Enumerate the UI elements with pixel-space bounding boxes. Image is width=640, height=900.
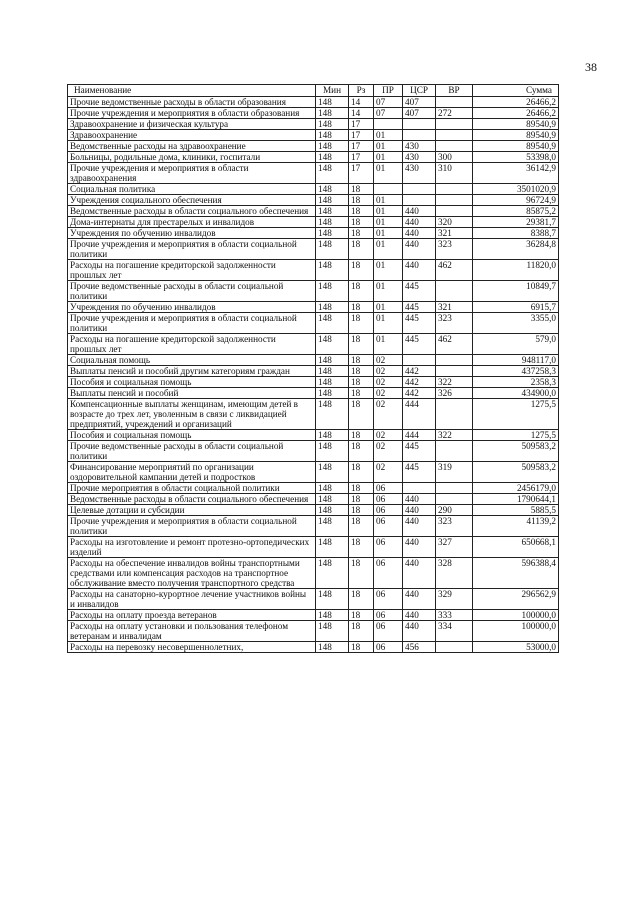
cell-rz: 18 [349,281,374,302]
cell-name: Прочие ведомственные расходы в области социальной политики [68,281,316,302]
cell-min: 148 [316,130,349,141]
cell-sum: 2358,3 [473,377,559,388]
table-row [68,589,559,610]
table-row [68,355,559,366]
cell-sum: 100000,0 [473,610,559,621]
table-row [68,388,559,399]
cell-min: 148 [316,163,349,184]
cell-vr [436,97,473,108]
cell-pr: 01 [374,152,403,163]
cell-min: 148 [316,141,349,152]
cell-pr: 02 [374,462,403,483]
cell-sum: 1275,5 [473,399,559,430]
cell-rz: 18 [349,441,374,462]
cell-name: Расходы на перевозку несовершеннолетних, [68,642,316,653]
cell-vr [436,184,473,195]
cell-pr: 01 [374,163,403,184]
cell-vr [436,399,473,430]
cell-min: 148 [316,377,349,388]
cell-csr [403,119,436,130]
cell-sum: 509583,2 [473,462,559,483]
cell-sum: 11820,0 [473,260,559,281]
cell-sum: 89540,9 [473,141,559,152]
cell-rz: 18 [349,377,374,388]
cell-vr: 462 [436,334,473,355]
table-row [68,163,559,184]
cell-csr: 440 [403,206,436,217]
cell-sum: 26466,2 [473,108,559,119]
cell-rz: 14 [349,108,374,119]
cell-name: Расходы на изготовление и ремонт протезно-ортопедических изделий [68,537,316,558]
cell-rz: 18 [349,184,374,195]
cell-csr: 440 [403,217,436,228]
cell-vr: 319 [436,462,473,483]
cell-rz: 18 [349,228,374,239]
cell-rz: 17 [349,130,374,141]
cell-min: 148 [316,97,349,108]
table-row [68,97,559,108]
cell-min: 148 [316,152,349,163]
cell-name: Расходы на оплату установки и пользования телефоном ветеранам и инвалидам [68,621,316,642]
cell-min: 148 [316,302,349,313]
cell-min: 148 [316,388,349,399]
cell-csr [403,130,436,141]
cell-rz: 18 [349,483,374,494]
cell-name: Здравоохранение и физическая культура [68,119,316,130]
cell-vr [436,483,473,494]
cell-vr [436,206,473,217]
table-row [68,505,559,516]
cell-min: 148 [316,260,349,281]
cell-rz: 18 [349,366,374,377]
cell-csr [403,195,436,206]
cell-csr: 440 [403,228,436,239]
cell-sum: 296562,9 [473,589,559,610]
cell-sum: 437258,3 [473,366,559,377]
cell-name: Учреждения по обучению инвалидов [68,302,316,313]
table-row [68,206,559,217]
cell-vr [436,281,473,302]
cell-rz: 18 [349,610,374,621]
cell-csr: 440 [403,505,436,516]
cell-pr: 01 [374,228,403,239]
cell-name: Целевые дотации и субсидии [68,505,316,516]
cell-pr: 06 [374,589,403,610]
cell-pr [374,184,403,195]
cell-pr: 01 [374,195,403,206]
cell-csr: 440 [403,260,436,281]
cell-csr: 440 [403,494,436,505]
budget-table [67,84,559,653]
cell-vr: 327 [436,537,473,558]
cell-csr: 407 [403,97,436,108]
cell-sum: 8388,7 [473,228,559,239]
cell-pr [374,119,403,130]
table-row [68,516,559,537]
table-row [68,119,559,130]
table-row [68,399,559,430]
cell-vr [436,141,473,152]
cell-sum: 89540,9 [473,119,559,130]
cell-sum: 948117,0 [473,355,559,366]
cell-name: Пособия и социальная помощь [68,430,316,441]
cell-csr: 445 [403,302,436,313]
cell-min: 148 [316,184,349,195]
cell-sum: 26466,2 [473,97,559,108]
cell-rz: 18 [349,334,374,355]
cell-name: Прочие ведомственные расходы в области социальной политики [68,441,316,462]
cell-min: 148 [316,195,349,206]
cell-name: Больницы, родильные дома, клиники, госпитали [68,152,316,163]
cell-min: 148 [316,430,349,441]
cell-vr: 334 [436,621,473,642]
cell-csr: 445 [403,334,436,355]
cell-pr: 06 [374,494,403,505]
cell-pr: 01 [374,302,403,313]
cell-vr: 323 [436,516,473,537]
cell-name: Учреждения по обучению инвалидов [68,228,316,239]
cell-rz: 18 [349,399,374,430]
cell-sum: 53000,0 [473,642,559,653]
cell-pr: 01 [374,206,403,217]
cell-pr: 02 [374,377,403,388]
cell-rz: 18 [349,621,374,642]
cell-rz: 18 [349,516,374,537]
cell-name: Прочие учреждения и мероприятия в области социальной политики [68,313,316,334]
header-pr: ПР [374,85,403,97]
cell-name: Учреждения социального обеспечения [68,195,316,206]
table-row [68,141,559,152]
cell-csr: 444 [403,399,436,430]
cell-vr [436,355,473,366]
cell-vr: 328 [436,558,473,589]
cell-vr: 322 [436,377,473,388]
header-csr: ЦСР [403,85,436,97]
cell-name: Прочие учреждения и мероприятия в области образования [68,108,316,119]
cell-csr: 440 [403,537,436,558]
cell-vr: 272 [436,108,473,119]
cell-name: Прочие ведомственные расходы в области образования [68,97,316,108]
table-row [68,152,559,163]
cell-name: Расходы на обеспечение инвалидов войны транспортными средствами или компенсация расходов на транспортное обслуживание вместо получения транспортного средства [68,558,316,589]
cell-min: 148 [316,217,349,228]
cell-vr [436,130,473,141]
cell-min: 148 [316,537,349,558]
cell-pr: 06 [374,537,403,558]
cell-csr: 445 [403,462,436,483]
cell-rz: 18 [349,217,374,228]
cell-sum: 1790644,1 [473,494,559,505]
cell-rz: 18 [349,260,374,281]
table-row [68,441,559,462]
cell-sum: 5885,5 [473,505,559,516]
cell-name: Социальная помощь [68,355,316,366]
cell-vr: 310 [436,163,473,184]
cell-pr: 01 [374,313,403,334]
cell-rz: 18 [349,494,374,505]
cell-rz: 18 [349,462,374,483]
cell-csr: 444 [403,430,436,441]
cell-pr: 01 [374,260,403,281]
cell-name: Прочие учреждения и мероприятия в области здравоохранения [68,163,316,184]
cell-rz: 18 [349,388,374,399]
cell-sum: 596388,4 [473,558,559,589]
cell-rz: 18 [349,206,374,217]
cell-csr: 440 [403,558,436,589]
cell-pr: 01 [374,334,403,355]
cell-sum: 36142,9 [473,163,559,184]
cell-min: 148 [316,483,349,494]
cell-rz: 18 [349,302,374,313]
cell-vr: 321 [436,228,473,239]
cell-name: Ведомственные расходы в области социального обеспечения [68,206,316,217]
cell-min: 148 [316,462,349,483]
cell-vr: 320 [436,217,473,228]
cell-min: 148 [316,239,349,260]
header-min: Мин [316,85,349,97]
cell-csr: 445 [403,313,436,334]
cell-vr: 329 [436,589,473,610]
cell-rz: 18 [349,195,374,206]
cell-csr: 430 [403,141,436,152]
cell-vr [436,366,473,377]
cell-csr [403,355,436,366]
table-row [68,494,559,505]
cell-name: Пособия и социальная помощь [68,377,316,388]
cell-vr [436,195,473,206]
cell-vr [436,494,473,505]
cell-min: 148 [316,119,349,130]
header-name: Наименование [68,85,316,97]
cell-rz: 18 [349,589,374,610]
cell-name: Расходы на погашение кредиторской задолженности прошлых лет [68,334,316,355]
cell-csr: 445 [403,281,436,302]
cell-pr: 01 [374,217,403,228]
cell-min: 148 [316,621,349,642]
cell-min: 148 [316,441,349,462]
cell-min: 148 [316,642,349,653]
cell-name: Ведомственные расходы в области социального обеспечения [68,494,316,505]
cell-rz: 18 [349,505,374,516]
cell-pr: 01 [374,141,403,152]
page-number: 38 [585,60,597,74]
cell-csr [403,184,436,195]
cell-name: Здравоохранение [68,130,316,141]
cell-min: 148 [316,334,349,355]
cell-min: 148 [316,558,349,589]
cell-pr: 06 [374,505,403,516]
table-row [68,313,559,334]
cell-sum: 6915,7 [473,302,559,313]
cell-min: 148 [316,505,349,516]
cell-pr: 06 [374,483,403,494]
cell-rz: 18 [349,239,374,260]
cell-pr: 06 [374,516,403,537]
cell-sum: 89540,9 [473,130,559,141]
cell-sum: 10849,7 [473,281,559,302]
cell-name: Ведомственные расходы на здравоохранение [68,141,316,152]
cell-rz: 17 [349,152,374,163]
cell-name: Компенсационные выплаты женщинам, имеющим детей в возрасте до трех лет, уволенным в связи с ликвидацией предприятий, учреждений и организаций [68,399,316,430]
cell-pr: 06 [374,610,403,621]
table-row [68,228,559,239]
cell-pr: 02 [374,430,403,441]
table-row [68,462,559,483]
cell-sum: 29381,7 [473,217,559,228]
table-row [68,537,559,558]
cell-name: Дома-интернаты для престарелых и инвалидов [68,217,316,228]
cell-pr: 02 [374,441,403,462]
cell-min: 148 [316,355,349,366]
cell-name: Социальная политика [68,184,316,195]
cell-name: Выплаты пенсий и пособий другим категориям граждан [68,366,316,377]
cell-pr: 02 [374,399,403,430]
cell-pr: 06 [374,642,403,653]
cell-rz: 14 [349,97,374,108]
cell-rz: 18 [349,537,374,558]
cell-rz: 18 [349,642,374,653]
cell-csr: 430 [403,152,436,163]
table-row [68,239,559,260]
cell-sum: 85875,2 [473,206,559,217]
cell-sum: 100000,0 [473,621,559,642]
cell-min: 148 [316,206,349,217]
cell-vr: 323 [436,313,473,334]
table-header-row [68,85,559,97]
table-row [68,281,559,302]
cell-name: Расходы на санаторно-курортное лечение участников войны и инвалидов [68,589,316,610]
cell-csr: 440 [403,621,436,642]
cell-name: Прочие мероприятия в области социальной политики [68,483,316,494]
cell-vr: 321 [436,302,473,313]
cell-sum: 36284,8 [473,239,559,260]
cell-sum: 509583,2 [473,441,559,462]
cell-vr: 322 [436,430,473,441]
cell-sum: 3355,0 [473,313,559,334]
cell-rz: 18 [349,355,374,366]
table-row [68,642,559,653]
cell-csr: 440 [403,239,436,260]
cell-sum: 1275,5 [473,430,559,441]
cell-min: 148 [316,366,349,377]
table-row [68,130,559,141]
table-row [68,483,559,494]
cell-sum: 53398,0 [473,152,559,163]
table-row [68,621,559,642]
cell-pr: 06 [374,558,403,589]
cell-rz: 18 [349,430,374,441]
table-row [68,302,559,313]
cell-name: Расходы на оплату проезда ветеранов [68,610,316,621]
cell-vr: 333 [436,610,473,621]
cell-min: 148 [316,494,349,505]
cell-pr: 02 [374,366,403,377]
header-sum: Сумма [473,85,559,97]
cell-pr: 07 [374,108,403,119]
cell-name: Финансирование мероприятий по организации оздоровительной кампании детей и подростков [68,462,316,483]
table-body [68,97,559,653]
cell-min: 148 [316,228,349,239]
cell-sum: 96724,9 [473,195,559,206]
table-row [68,108,559,119]
cell-sum: 3501020,9 [473,184,559,195]
table-row [68,195,559,206]
cell-min: 148 [316,589,349,610]
cell-csr: 430 [403,163,436,184]
table-row [68,366,559,377]
cell-csr [403,483,436,494]
cell-csr: 456 [403,642,436,653]
header-vr: ВР [436,85,473,97]
cell-sum: 434900,0 [473,388,559,399]
cell-name: Прочие учреждения и мероприятия в области социальной политики [68,516,316,537]
cell-vr: 462 [436,260,473,281]
table-row [68,217,559,228]
header-rz: Рз [349,85,374,97]
cell-name: Расходы на погашение кредиторской задолженности прошлых лет [68,260,316,281]
cell-sum: 2456179,0 [473,483,559,494]
cell-csr: 440 [403,516,436,537]
cell-csr: 440 [403,589,436,610]
cell-sum: 579,0 [473,334,559,355]
table-row [68,184,559,195]
table-row [68,334,559,355]
cell-csr: 442 [403,377,436,388]
cell-csr: 407 [403,108,436,119]
cell-csr: 440 [403,610,436,621]
cell-name: Прочие учреждения и мероприятия в области социальной политики [68,239,316,260]
cell-rz: 18 [349,313,374,334]
cell-rz: 17 [349,163,374,184]
cell-csr: 442 [403,388,436,399]
cell-pr: 01 [374,281,403,302]
cell-min: 148 [316,516,349,537]
table-row [68,260,559,281]
cell-csr: 442 [403,366,436,377]
cell-vr [436,642,473,653]
cell-vr: 323 [436,239,473,260]
cell-rz: 17 [349,141,374,152]
table-row [68,610,559,621]
cell-min: 148 [316,610,349,621]
cell-pr: 02 [374,355,403,366]
cell-vr [436,119,473,130]
cell-name: Выплаты пенсий и пособий [68,388,316,399]
cell-vr: 300 [436,152,473,163]
cell-min: 148 [316,313,349,334]
table-row [68,558,559,589]
cell-pr: 02 [374,388,403,399]
cell-vr: 290 [436,505,473,516]
table-row [68,430,559,441]
cell-min: 148 [316,399,349,430]
cell-rz: 18 [349,558,374,589]
cell-pr: 07 [374,97,403,108]
cell-csr: 445 [403,441,436,462]
cell-min: 148 [316,108,349,119]
cell-sum: 41139,2 [473,516,559,537]
cell-rz: 17 [349,119,374,130]
cell-pr: 01 [374,239,403,260]
cell-sum: 650668,1 [473,537,559,558]
table-row [68,377,559,388]
cell-vr [436,441,473,462]
cell-pr: 01 [374,130,403,141]
cell-pr: 06 [374,621,403,642]
cell-min: 148 [316,281,349,302]
cell-vr: 326 [436,388,473,399]
